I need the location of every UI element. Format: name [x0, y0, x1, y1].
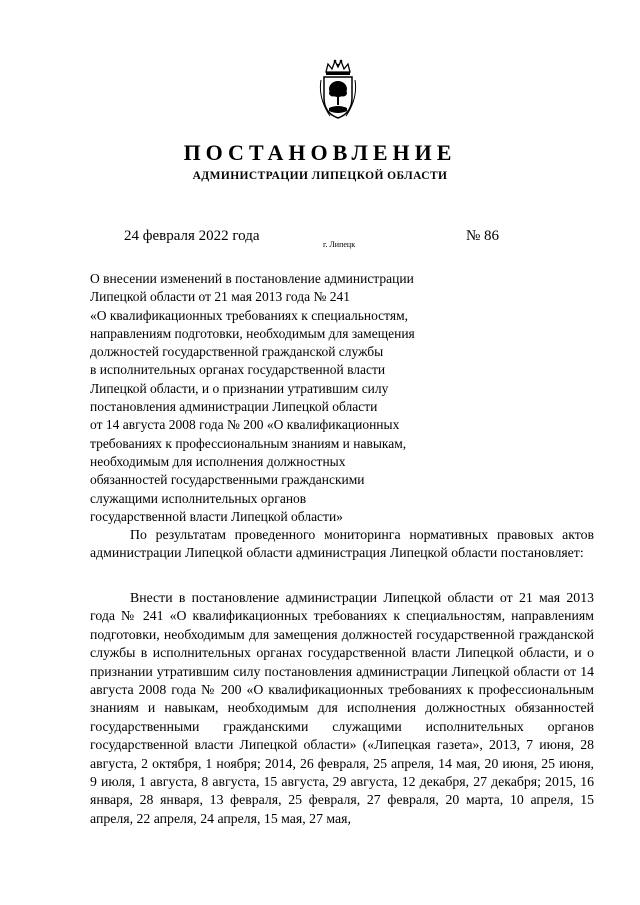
heading-line: Липецкой области от 21 мая 2013 года № 241 [90, 289, 350, 305]
body-paragraph: Внести в постановление администрации Липецкой области от 21 мая 2013 года № 241 «О квалификационных требованиях к специальностям, направлениям подготовки, необходимым для замещения должностей государственной гражданской службы в исполнительных органах государственной власти Липецкой области, и о признании утратившим силу постановления администрации Липецкой области от 14 августа 2008 года № 200 «О квалификационных требованиях к профессиональным знаниям и навыкам, необходимым для исполнения должностных обязанностей государственными гражданскими служащими исполнительных органов государственной власти Липецкой области» («Липецкая газета», 2013, 7 июня, 28 августа, 2 октября, 1 ноября; 2014, 26 февраля, 25 апреля, 14 мая, 20 июня, 25 июня, 9 июля, 1 августа, 8 августа, 15 августа, 29 августа, 12 декабря, 27 декабря; 2015, 16 января, 28 января, 13 февраля, 25 февраля, 27 февраля, 20 марта, 10 апреля, 15 апреля, 22 апреля, 24 апреля, 15 мая, 27 мая, [90, 590, 594, 826]
heading-line: государственной власти Липецкой области» [90, 508, 343, 524]
heading-line: необходимым для исполнения должностных [90, 453, 346, 469]
heading-line: постановления администрации Липецкой области [90, 399, 378, 415]
heading-line: служащими исполнительных органов [90, 490, 307, 506]
heading-line: обязанностей государственными гражданскими [90, 472, 365, 488]
heading-line: «О квалификационных требованиях к специальностям, [90, 307, 409, 323]
document-heading [90, 270, 490, 526]
heading-line: О внесении изменений в постановление администрации [90, 271, 414, 286]
document-number: № 86 [466, 228, 500, 244]
heading-line: требованиях к профессиональным знаниям и навыкам, [90, 435, 407, 451]
document-date: 24 февраля 2022 года [124, 228, 260, 244]
document-city: г. Липецк [323, 240, 356, 249]
heading-line: направлениям подготовки, необходимым для замещения [90, 325, 415, 341]
issuing-authority: АДМИНИСТРАЦИИ ЛИПЕЦКОЙ ОБЛАСТИ [192, 170, 448, 182]
heading-line: должностей государственной гражданской службы [90, 344, 384, 360]
document-title: ПОСТАНОВЛЕНИЕ [183, 140, 457, 165]
coat-of-arms-icon [318, 58, 358, 120]
heading-line: Липецкой области, и о признании утратившим силу [90, 380, 389, 396]
heading-line: от 14 августа 2008 года № 200 «О квалификационных [90, 417, 400, 433]
preamble-paragraph: По результатам проведенного мониторинга нормативных правовых актов администрации Липецкой области администрация Липецкой области постановляет: [90, 527, 594, 561]
heading-line: в исполнительных органах государственной власти [90, 362, 386, 378]
